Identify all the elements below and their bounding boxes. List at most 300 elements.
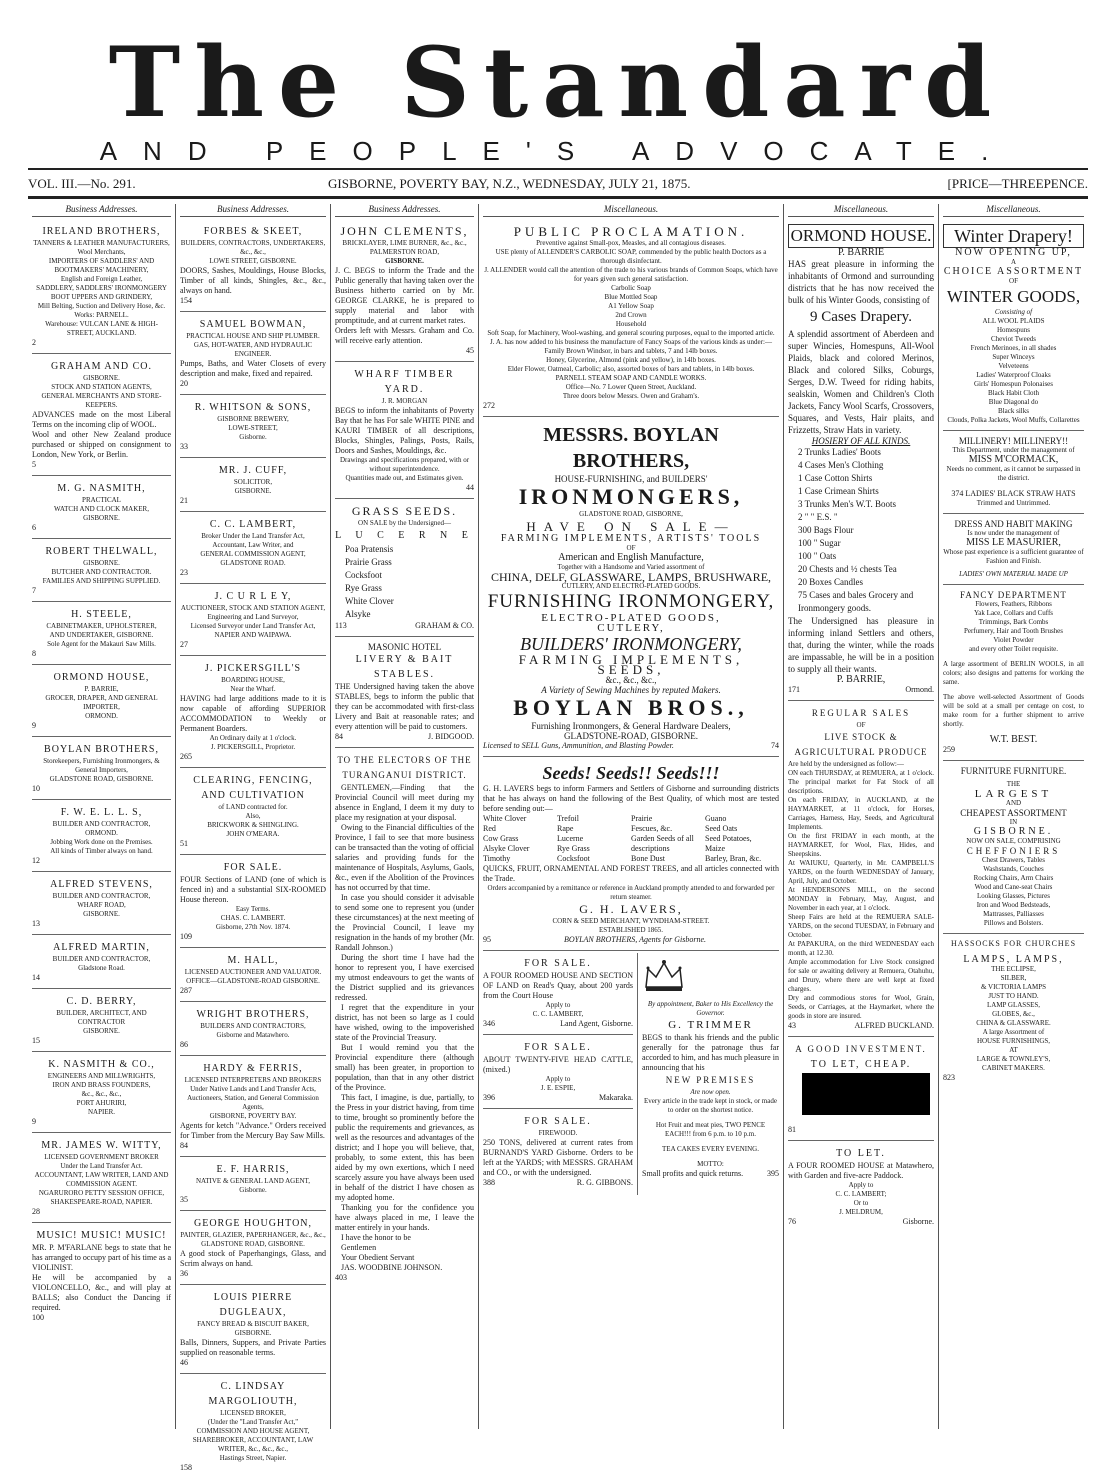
- ad-line: ENGINEERS AND MILLWRIGHTS,: [47, 1072, 156, 1080]
- ad-number: 823: [943, 1073, 955, 1082]
- ad-heading: WHARF TIMBER YARD.: [354, 369, 455, 395]
- list-item: 300 Bags Flour: [798, 525, 854, 535]
- ad-line: PRACTICAL: [82, 496, 121, 504]
- ad-line: CUTLERY, AND ELECTRO-PLATED GOODS.: [561, 582, 701, 590]
- ad-line: A: [1010, 258, 1017, 266]
- ad-heading: C. LINDSAY MARGOLIOUTH,: [208, 1381, 298, 1407]
- ad-line: GISBORNE.: [83, 559, 120, 567]
- ad-signature: ALFRED BUCKLAND.: [854, 1021, 934, 1030]
- table-row: [483, 854, 779, 864]
- ad-line: Under the Land Transfer Act.: [60, 1162, 143, 1170]
- winter-goods-list: [943, 317, 1084, 425]
- ad-line: GISBORNE.: [83, 514, 120, 522]
- ad-heading: IRONMONGERS,: [518, 484, 744, 509]
- ad-line: Gisborne.: [239, 433, 267, 441]
- list-item: Prairie Grass: [345, 557, 392, 567]
- ad-line: Broker Under the Land Transfer Act,: [201, 532, 305, 540]
- ad-line: All kinds of Timber always on hand.: [50, 847, 153, 855]
- ad-line: HOUSE-FURNISHING, and BUILDERS': [554, 474, 708, 484]
- list-item: Yak Lace, Collars and Cuffs: [973, 609, 1054, 617]
- ad-line: PAINTER, GLAZIER, PAPERHANGER, &c., &c.,: [180, 1231, 326, 1239]
- ad-footer: [32, 1117, 171, 1127]
- ad-line: Ormond.: [905, 685, 934, 694]
- ad-number: 84: [335, 732, 343, 741]
- column-4-heading: Miscellaneous.: [483, 204, 779, 217]
- ad-line: FAMILIES AND SHIPPING SUPPLIED.: [42, 577, 161, 585]
- list-item: Thanking you for the confidence you have always placed in me, I leave the matter entirely in your hands.: [335, 1203, 474, 1232]
- ad-line: An Ordinary daily at 1 o'clock.: [209, 734, 297, 742]
- ad-footer: [32, 586, 171, 596]
- ad-line: P. BARRIE,: [84, 685, 119, 693]
- table-cell: Rape: [557, 824, 574, 833]
- list-item: Family Brown Windsor, in bars and tablets, 7 and 14lb boxes.: [544, 347, 718, 355]
- table-cell: Red: [483, 824, 496, 833]
- ad-heading: PUBLIC PROCLAMATION.: [513, 224, 749, 239]
- list-item: ALL WOOL PLAIDS: [982, 317, 1045, 325]
- business-ad: [180, 514, 326, 584]
- ad-line: of LAND contracted for.: [218, 803, 288, 811]
- column-2-heading: Business Addresses.: [180, 204, 326, 217]
- ad-line: BRICKWORK & SHINGLING.: [207, 821, 299, 829]
- ad-heading: LIVERY & BAIT STABLES.: [355, 654, 454, 680]
- ad-line: AUCTIONEER, STOCK AND STATION AGENT,: [180, 604, 326, 612]
- list-item: USE plenty of ALLENDER'S CARBOLIC SOAP, commended by the public health Doctors as a thorough disinfectant.: [495, 248, 767, 265]
- ad-winter-drapery: [943, 221, 1084, 431]
- ad-heading: SAMUEL BOWMAN,: [199, 319, 307, 330]
- list-item: 3 Trunks Men's W.T. Boots: [798, 499, 896, 509]
- royal-crown-icon: [642, 957, 686, 993]
- furniture-list: [943, 856, 1084, 928]
- ad-line: COMMISSION AND HOUSE AGENT,: [196, 1427, 310, 1435]
- list-item: On the first FRIDAY in each month, at the HAYMARKET, for Wool, Flax, Hides, and Sheepskins.: [788, 832, 934, 858]
- ad-line: LICENSED INTERPRETERS AND BROKERS: [184, 1076, 322, 1084]
- ad-line: &c., &c., &c.,: [81, 1090, 122, 1098]
- ad-line: ORMOND.: [85, 829, 118, 837]
- ad-line: CHEFFONIERS: [966, 846, 1061, 856]
- ad-line: HOSIERY OF ALL KINDS.: [811, 436, 911, 446]
- column-5: [784, 204, 939, 1429]
- ad-line: NAPIER.: [87, 1108, 116, 1116]
- ad-line: A Variety of Sewing Machines by reputed Makers.: [541, 685, 721, 695]
- list-item: 1 Case Cotton Shirts: [798, 473, 873, 483]
- ad-line: Wool Merchants,: [77, 248, 126, 256]
- ad-line: J. R. MORGAN: [381, 397, 428, 405]
- ad-heading: Seeds! Seeds!! Seeds!!!: [542, 763, 720, 783]
- ad-number: 396: [483, 1093, 495, 1102]
- list-item: 2 " " E.S. ": [798, 512, 838, 522]
- ad-line: ORMOND.: [85, 712, 118, 720]
- ad-number: 100: [32, 1313, 44, 1322]
- ad-number: 13: [32, 919, 40, 928]
- ad-number: 15: [32, 1036, 40, 1045]
- ad-line: WATCH AND CLOCK MAKER,: [54, 505, 149, 513]
- ad-heading: WRIGHT BROTHERS,: [196, 1009, 310, 1020]
- ad-line: PORT AHURIRI,: [76, 1099, 127, 1107]
- ad-number: 43: [788, 1021, 796, 1030]
- table-cell: Barley, Bran, &c.: [705, 854, 762, 863]
- ad-body: BEGS to inform the inhabitants of Poverty Bay that he has For sale WHITE PINE and KAURI TIMBER of all descriptions, Blocks, Shingles, Palings, Posts, Rails, Doors and Sashes, Mouldings, &c.: [335, 406, 474, 455]
- ad-heading: M. G. NASMITH,: [57, 483, 146, 494]
- list-item: Dry and commodious stores for Wool, Grain, Seeds, or Carriages, at the Haymarket, where the goods in store are insured.: [788, 994, 934, 1020]
- ad-line: Under Native Lands and Land Transfer Acts,: [190, 1085, 316, 1093]
- ad-number: 14: [32, 973, 40, 982]
- ad-line: Consisting of: [994, 308, 1033, 316]
- ad-line: NEW PREMISES: [665, 1075, 756, 1085]
- ad-line: Needs no comment, as it cannot be surpassed in the district.: [946, 465, 1081, 482]
- table-cell: Rye Grass: [557, 844, 590, 853]
- list-item: In case you should consider it advisable to send some one to represent you (under these circumstances) at the next meeting of the Provincial Council, I leave my resignation in the hands of my brother (Mr. Randall Johnson.): [335, 893, 474, 952]
- ad-number: 287: [180, 986, 192, 995]
- ad-line: TANNERS & LEATHER MANUFACTURERS,: [33, 239, 170, 247]
- ad-line: GISBORNE.: [973, 826, 1054, 837]
- ad-line: WINTER GOODS,: [946, 287, 1081, 306]
- ad-line: J. PICKERSGILL, Proprietor.: [210, 743, 296, 751]
- ad-line: AND: [1005, 799, 1022, 807]
- ad-line: LICENSED GOVERNMENT BROKER: [44, 1153, 159, 1161]
- fancy-list: [943, 600, 1084, 654]
- ad-line: BOOT UPPERS AND GRINDERY,: [50, 293, 153, 301]
- list-item: White Clover: [345, 596, 394, 606]
- ad-line: BUILDERS' IRONMONGERY,: [520, 634, 742, 654]
- business-ad: [180, 314, 326, 395]
- dateline-rule: [28, 196, 1088, 199]
- column-1-heading: Business Addresses.: [32, 204, 171, 217]
- ad-body: FOUR Sections of LAND (one of which is fenced in) and a substantial SIX-ROOMED House thereon.: [180, 875, 326, 904]
- column-3-heading: Business Addresses.: [335, 204, 474, 217]
- ad-body: The above well-selected Assortment of Goods will be sold at a small per centage on cost, to make room for a further shipment to arrive shortly.: [943, 693, 1084, 728]
- ad-line: Together with a Handsome and Varied assortment of: [557, 563, 705, 571]
- ad-line: Works: PARNELL.: [74, 311, 129, 319]
- ad-line: Trimmed and Untrimmed.: [976, 499, 1051, 507]
- list-item: Washstands, Couches: [983, 865, 1044, 873]
- ad-line: P. BARRIE: [837, 247, 885, 258]
- ad-number: 51: [180, 839, 188, 848]
- table-cell: Prairie: [631, 814, 653, 823]
- ad-line: Apply to: [848, 1181, 874, 1189]
- business-ad: [180, 1058, 326, 1157]
- ad-body: Orders left with Messrs. Graham and Co. will receive early attention.: [335, 326, 474, 345]
- ad-line: Gladstone Road.: [78, 964, 125, 972]
- ad-line: OF: [626, 544, 636, 552]
- ad-line: CHOICE ASSORTMENT: [943, 266, 1084, 277]
- ad-line: Every article in the trade kept in stock, or made to order on the shortest notice.: [644, 1097, 777, 1114]
- list-item: At PAPAKURA, on the third WEDNESDAY each month, at 12.30.: [788, 940, 934, 957]
- ad-line: BUILDER AND CONTRACTOR,: [52, 955, 151, 963]
- ad-seeds: [483, 759, 779, 951]
- ad-heading: A GOOD INVESTMENT.: [795, 1044, 927, 1054]
- ad-number: 81: [788, 1125, 796, 1134]
- list-item: LARGE & TOWNLEY'S,: [976, 1055, 1051, 1063]
- table-cell: Cow Grass: [483, 834, 519, 843]
- ad-line: Orders accompanied by a remittance or reference in Auckland promptly attended to and forwarded per return steamer.: [487, 884, 775, 901]
- ad-line: GISBORNE.: [83, 910, 120, 918]
- ad-heading: Winter Drapery!: [943, 224, 1084, 248]
- ad-line: BUILDER, ARCHITECT, AND CONTRACTOR: [56, 1009, 147, 1026]
- column-6: [939, 204, 1088, 1429]
- ad-line: THE: [1006, 780, 1021, 788]
- ad-heading: J. PICKERSGILL'S: [204, 663, 302, 674]
- ad-line: GLADSTONE ROAD, GISBORNE.: [201, 1240, 305, 1248]
- list-item: LAMP GLASSES,: [986, 1001, 1041, 1009]
- ad-heading: BOYLAN BROS.,: [513, 695, 749, 720]
- ad-line: BUILDER AND CONTRACTOR,: [52, 820, 151, 828]
- ad-number: 265: [180, 752, 192, 761]
- ad-line: IN: [1009, 818, 1018, 826]
- ad-body: DOORS, Sashes, Mouldings, House Blocks, Timber of all kinds, Shingles, &c., &c., always on hand.: [180, 266, 326, 295]
- ad-heading: HASSOCKS FOR CHURCHES: [950, 939, 1077, 948]
- seed-list: [335, 543, 474, 621]
- ad-millinery: [943, 433, 1084, 514]
- business-ad: [180, 1213, 326, 1285]
- column-6-heading: Miscellaneous.: [943, 204, 1084, 217]
- ad-line: LAMPS, LAMPS,: [963, 954, 1064, 965]
- ad-furniture: [943, 763, 1084, 934]
- ad-line: American and English Manufacture,: [558, 552, 704, 563]
- ad-body: Wool and other New Zealand produce purchased or shipped on consignment to London, New York, or Berlin.: [32, 430, 171, 459]
- ad-number: 35: [180, 1195, 188, 1204]
- list-item: I have the honor to be: [341, 1233, 411, 1242]
- ad-number: 259: [943, 745, 955, 754]
- ad-number: 109: [180, 932, 192, 941]
- list-item: French Merinoes, in all shades: [970, 344, 1057, 352]
- list-item: Cocksfoot: [345, 570, 382, 580]
- list-item: 20 Boxes Candles: [798, 577, 863, 587]
- ad-line: Is now under the management of: [967, 529, 1060, 537]
- ad-line: ACCOUNTANT, LAW WRITER, LAND AND COMMISSION AGENT.: [34, 1171, 169, 1188]
- ad-line: LARGEST: [974, 788, 1053, 800]
- column-4: [479, 204, 784, 1429]
- ad-line: Accountant, Law Writer, and: [212, 541, 294, 549]
- list-item: 100 " Sugar: [798, 538, 841, 548]
- list-item: Sheep Fairs are held at the REMUERA SALE-YARDS, on the second TUESDAY, in February and October.: [788, 913, 934, 939]
- ad-line: Land Agent, Gisborne.: [560, 1019, 633, 1028]
- ad-line: GISBORNE, POVERTY BAY.: [209, 1112, 297, 1120]
- ad-footer: [180, 640, 326, 650]
- ad-body: [483, 248, 779, 401]
- ad-line: AND UNDERTAKER, GISBORNE.: [49, 631, 154, 639]
- ad-line: (Under the "Land Transfer Act,": [207, 1418, 299, 1426]
- business-ad: [180, 221, 326, 312]
- ad-line: Gisborne and Matawhero.: [216, 1031, 290, 1039]
- ad-line: English and Foreign Leather,: [60, 275, 143, 283]
- list-item: Soft Soap, for Machinery, Wool-washing, and general scouring purposes, equal to the imported article.: [487, 329, 775, 337]
- ad-electors: [335, 750, 474, 1288]
- ad-line: Or to: [853, 1199, 869, 1207]
- ad-number: 76: [788, 1217, 796, 1226]
- ad-number: 27: [180, 640, 188, 649]
- ad-footer: [32, 1036, 171, 1046]
- ad-footer: [180, 379, 326, 389]
- ad-line: Mill Belting, Suction and Delivery Hose, &c.: [37, 302, 166, 310]
- list-item: Blue Diagonal do: [988, 398, 1039, 406]
- business-ad: [32, 739, 171, 800]
- ad-line: &c., &c., &c.,: [605, 675, 657, 685]
- ad-line: GISBORNE BREWERY,: [217, 415, 289, 423]
- ad-number: 395: [767, 1169, 779, 1178]
- ad-line: GENERAL COMMISSION AGENT,: [200, 550, 306, 558]
- ad-line: IMPORTERS OF SADDLERS' AND BOOTMAKERS' MACHINERY,: [48, 257, 155, 274]
- ad-number: 23: [180, 568, 188, 577]
- column-1: [28, 204, 176, 1429]
- ad-footer: [180, 1358, 326, 1368]
- list-item: AT: [1009, 1046, 1018, 1054]
- ad-line: JOHN O'MEARA.: [226, 830, 280, 838]
- business-ad: [180, 1159, 326, 1211]
- ad-line: GISBORNE.: [83, 374, 120, 382]
- ad-heading: E. F. HARRIS,: [216, 1164, 290, 1175]
- table-cell: Lucerne: [557, 834, 584, 843]
- ad-number: 158: [180, 1463, 192, 1472]
- list-item: ON each THURSDAY, at REMUERA, at 1 o'clock. The principal market for Fat Stock of all descriptions.: [788, 769, 934, 795]
- ad-body: HAVING had large additions made to it is now capable of affording SUPERIOR ACCOMMODATION to Weekly or Permanent Boarders.: [180, 694, 326, 733]
- ad-line: FURNISHING IRONMONGERY,: [487, 591, 775, 612]
- ad-body: QUICKS, FRUIT, ORNAMENTAL AND FOREST TREES, and all articles connected with the Trade.: [483, 864, 779, 883]
- ad-body: The Undersigned has pleasure in informing inland Settlers and others, that, during the winter, while the roads are impassable, he will be in a position to supply all their wants.: [788, 616, 934, 674]
- list-item: Elder Flower, Oatmeal, Carbolic; also, assorted boxes of bars and tablets, in 14lb boxes.: [507, 365, 755, 373]
- ad-line: Drawings and specifications prepared, with or without superintendence.: [339, 456, 470, 473]
- list-item: Rocking Chairs, Arm Chairs: [973, 874, 1054, 882]
- ad-line: Hot Fruit and meat pies, TWO PENCE EACH!!! from 6 p.m. to 10 p.m.: [655, 1121, 766, 1138]
- list-item: Poa Pratensis: [345, 544, 394, 554]
- ad-line: BOARDING HOUSE,: [221, 676, 285, 684]
- list-item: Ladies' Waterproof Cloaks: [976, 371, 1051, 379]
- business-ad: [32, 221, 171, 354]
- business-ad: [32, 1054, 171, 1133]
- ad-heading: ALFRED STEVENS,: [50, 879, 153, 890]
- business-ad: [32, 802, 171, 872]
- ad-heading: MUSIC! MUSIC! MUSIC!: [36, 1230, 167, 1241]
- ad-footer: [32, 460, 171, 470]
- ad-heading: FANCY DEPARTMENT: [960, 590, 1067, 600]
- ad-signature: P. BARRIE,: [836, 674, 886, 685]
- ad-line: BUILDERS AND CONTRACTORS,: [200, 1022, 306, 1030]
- ad-masonic-hotel: [335, 639, 474, 748]
- table-cell: Trefoil: [557, 814, 579, 823]
- ad-number: 8: [32, 649, 36, 658]
- lamps-list: [943, 965, 1084, 1073]
- ad-body: A large assortment of BERLIN WOOLS, in all colors; also designs and patterns for working the same.: [943, 660, 1084, 686]
- list-item: Your Obedient Servant: [341, 1253, 415, 1262]
- ad-number: 21: [180, 496, 188, 505]
- top-rule: [28, 168, 1088, 170]
- ad-body: G. H. LAVERS begs to inform Farmers and Settlers of Gisborne and surrounding districts that he has always on hand the following of the Best Quality, of which most are tested before sending out:—: [483, 784, 779, 813]
- ad-footer: [180, 1195, 326, 1205]
- list-item: 2nd Crown: [615, 311, 647, 319]
- table-cell: Maize: [705, 844, 725, 853]
- ad-line: MOTTO:: [697, 1160, 724, 1168]
- masthead-title: The Standard: [108, 26, 1006, 139]
- ad-line: PALMERSTON ROAD,: [369, 248, 440, 256]
- ad-line: CORN & SEED MERCHANT, WYNDHAM-STREET.: [552, 917, 710, 925]
- table-row: [483, 844, 779, 854]
- column-2: [176, 204, 331, 1472]
- ad-trimmer: [638, 953, 779, 1195]
- ad-line: GISBORNE.: [385, 257, 424, 265]
- ad-line: MISS M'CORMACK,: [968, 454, 1059, 465]
- business-ad: [180, 1004, 326, 1056]
- list-item: At WAIUKU, Quarterly, in Mr. CAMPBELL'S YARDS, on the fourth WEDNESDAY of January, April, July, and October.: [788, 859, 934, 885]
- ad-line: Gisborne.: [239, 1186, 267, 1194]
- ad-line: HAVE ON SALE—: [526, 519, 736, 534]
- ad-number: 36: [180, 1269, 188, 1278]
- dateline: [28, 174, 1088, 194]
- business-ad: [180, 950, 326, 1002]
- ad-heading: TO LET.: [836, 1148, 886, 1159]
- ad-number: 74: [771, 741, 779, 750]
- list-item: Office—No. 7 Lower Queen Street, Auckland.: [565, 383, 697, 391]
- ad-line: 374 LADIES' BLACK STRAW HATS: [951, 489, 1076, 498]
- list-item: Three doors below Messrs. Owen and Graham's.: [562, 392, 700, 400]
- ad-line: C. C. LAMBERT,: [532, 1010, 584, 1018]
- list-item: Pillows and Bolsters.: [983, 919, 1044, 927]
- ad-signature: J. BIDGOOD.: [428, 732, 474, 741]
- ad-heading: GRAHAM AND CO.: [51, 361, 152, 372]
- price: [PRICE—THREEPENCE.: [947, 176, 1088, 191]
- ad-heading: FORBES & SKEET,: [203, 226, 303, 237]
- list-item: Wood and Cane-seat Chairs: [974, 883, 1053, 891]
- ad-heading: GRASS SEEDS.: [351, 504, 458, 518]
- list-item: GLOBES, &c.,: [992, 1010, 1035, 1018]
- ad-line: Apply to: [545, 1075, 571, 1083]
- ad-number: 44: [466, 483, 474, 492]
- table-row: [483, 834, 779, 844]
- list-item: A1 Yellow Soap: [608, 302, 654, 310]
- ad-line: By appointment, Baker to His Excellency the Governor.: [647, 1000, 774, 1017]
- ad-heading: K. NASMITH & CO.,: [48, 1059, 155, 1070]
- ad-heading: F. W. E. L. L. S,: [60, 807, 143, 818]
- business-ad: [32, 667, 171, 737]
- ad-line: LICENSED BROKER,: [220, 1409, 286, 1417]
- ad-body: 250 TONS, delivered at current rates from BURNAND'S YARD Gisborne. Orders to be left at the YARDS; with MESSRS. GRAHAM and CO., or with the undersigned.: [483, 1138, 633, 1177]
- masthead-subtitle: AND PEOPLE'S ADVOCATE.: [99, 136, 1015, 166]
- ad-line: GENERAL MERCHANTS AND STORE-KEEPERS.: [41, 392, 162, 409]
- ad-line: C. C. LAMBERT;: [835, 1190, 887, 1198]
- ad-heading: C. D. BERRY,: [66, 996, 137, 1007]
- seeds-table: [483, 814, 779, 864]
- ad-regular-sales: [788, 703, 934, 1037]
- ad-line: BOYLAN BROTHERS, Agents for Gisborne.: [563, 935, 707, 944]
- ad-heading: M. HALL,: [227, 955, 279, 966]
- ad-line: BRICKLAYER, LIME BURNER, &c., &c.,: [342, 239, 467, 247]
- list-item: & VICTORIA LAMPS: [980, 983, 1047, 991]
- business-ad: [180, 770, 326, 855]
- ad-body: A good stock of Paperhangings, Glass, and Scrim always on hand.: [180, 1249, 326, 1268]
- ad-line: ELECTRO-PLATED GOODS,: [541, 612, 721, 624]
- list-item: CHINA & GLASSWARE.: [976, 1019, 1051, 1027]
- list-item: J. A. has now added to his business the manufacture of Fancy Soaps of the various kinds as under:—: [490, 338, 772, 346]
- ad-hassocks: [943, 936, 1084, 1088]
- table-cell: Alsyke Clover: [483, 844, 530, 853]
- list-item: Flowers, Feathers, Ribbons: [975, 600, 1052, 608]
- ad-body: Pumps, Baths, and Water Closets of every description and make, fixed and repaired.: [180, 359, 326, 378]
- ad-line: NATIVE & GENERAL LAND AGENT,: [195, 1177, 311, 1185]
- ad-footer: [180, 442, 326, 452]
- ad-footer: [180, 296, 326, 306]
- ad-line: Quantities made out, and Estimates given.: [345, 474, 464, 482]
- ad-line: OF: [856, 721, 866, 729]
- ad-grass-seeds: [335, 501, 474, 637]
- ad-heading: MR. J. CUFF,: [218, 465, 288, 476]
- list-item: Ample accommodation for Live Stock consigned for sale or awaiting delivery at Remuera, Otahuhu, and Drury, where there are well kept at fixed charges.: [788, 958, 934, 993]
- ad-body: ABOUT TWENTY-FIVE HEAD CATTLE, (mixed.): [483, 1055, 633, 1074]
- business-ad: [180, 1376, 326, 1478]
- table-cell: White Clover: [483, 814, 527, 823]
- ad-line: SOLICITOR,: [233, 478, 273, 486]
- ad-line: Are now open.: [690, 1088, 731, 1096]
- ad-number: 95: [483, 935, 491, 944]
- ad-line: LOWE STREET, GISBORNE.: [209, 257, 297, 265]
- table-cell: Timothy: [483, 854, 511, 863]
